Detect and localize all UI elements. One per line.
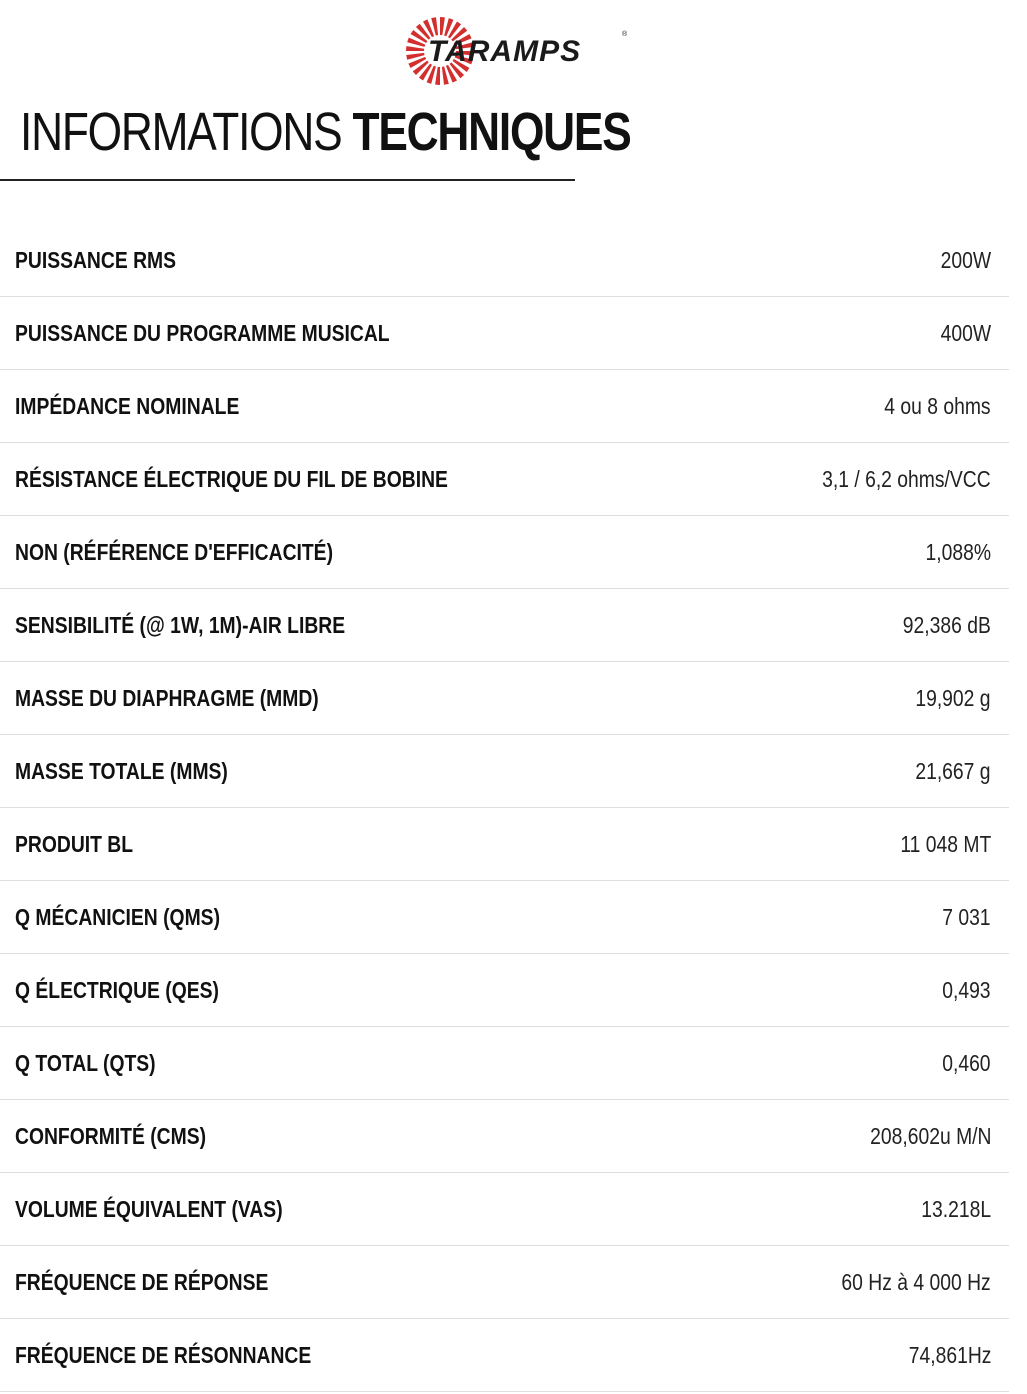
spec-row [0,1319,1009,1392]
spec-value: 7 031 [942,904,991,930]
spec-row [0,516,1009,589]
spec-value: 0,493 [942,977,991,1003]
spec-value: 13.218L [921,1196,991,1222]
spec-row [0,589,1009,662]
spec-row [0,443,1009,516]
spec-row [0,297,1009,370]
spec-row [0,1027,1009,1100]
taramps-logo-icon [404,14,636,88]
spec-value: 74,861Hz [908,1342,991,1368]
spec-value: 1,088% [925,539,991,565]
spec-value: 0,460 [942,1050,991,1076]
registered-mark-icon: ® [622,31,628,38]
heading-bold: TECHNIQUES [352,102,631,162]
spec-value: 11 048 MT [900,831,991,857]
spec-label: Q MÉCANICIEN (QMS) [15,904,221,930]
spec-label: NON (RÉFÉRENCE D'EFFICACITÉ) [15,539,334,565]
spec-value: 92,386 dB [902,612,991,638]
spec-row [0,954,1009,1027]
spec-row [0,662,1009,735]
spec-label: FRÉQUENCE DE RÉPONSE [15,1269,269,1295]
spec-value: 60 Hz à 4 000 Hz [841,1269,991,1295]
spec-label: PUISSANCE DU PROGRAMME MUSICAL [15,320,390,346]
logo-burst-ray [406,46,424,51]
spec-row [0,1173,1009,1246]
spec-label: Q TOTAL (QTS) [15,1050,156,1076]
spec-value: 3,1 / 6,2 ohms/VCC [822,466,991,492]
spec-label: Q ÉLECTRIQUE (QES) [15,977,219,1003]
spec-label: CONFORMITÉ (CMS) [15,1123,207,1149]
spec-label: SENSIBILITÉ (@ 1W, 1M)-AIR LIBRE [15,612,346,638]
spec-value: 400W [940,320,991,346]
spec-row [0,808,1009,881]
spec-label: IMPÉDANCE NOMINALE [15,393,240,419]
spec-value: 21,667 g [915,758,991,784]
spec-row [0,224,1009,297]
logo-burst-ray [440,17,445,35]
spec-value: 19,902 g [915,685,991,711]
section-heading [20,94,631,170]
spec-label: PUISSANCE RMS [15,247,177,273]
taramps-logo [404,14,636,88]
spec-row [0,735,1009,808]
spec-label: VOLUME ÉQUIVALENT (VAS) [15,1196,283,1222]
spec-value: 208,602u M/N [869,1123,991,1149]
spec-label: PRODUIT BL [15,831,134,857]
heading-light: INFORMATIONS [20,102,342,162]
spec-label: MASSE DU DIAPHRAGME (MMD) [15,685,319,711]
spec-row [0,370,1009,443]
spec-row [0,1100,1009,1173]
spec-value: 200W [940,247,991,273]
spec-label: MASSE TOTALE (MMS) [15,758,228,784]
spec-label: FRÉQUENCE DE RÉSONNANCE [15,1342,312,1368]
spec-table [0,224,1009,1392]
logo-burst-ray [435,67,440,85]
spec-row [0,881,1009,954]
logo-wordmark: TARAMPS [428,35,582,68]
spec-label: RÉSISTANCE ÉLECTRIQUE DU FIL DE BOBINE [15,466,448,492]
spec-value: 4 ou 8 ohms [884,393,991,419]
heading-underline [0,179,575,181]
spec-row [0,1246,1009,1319]
